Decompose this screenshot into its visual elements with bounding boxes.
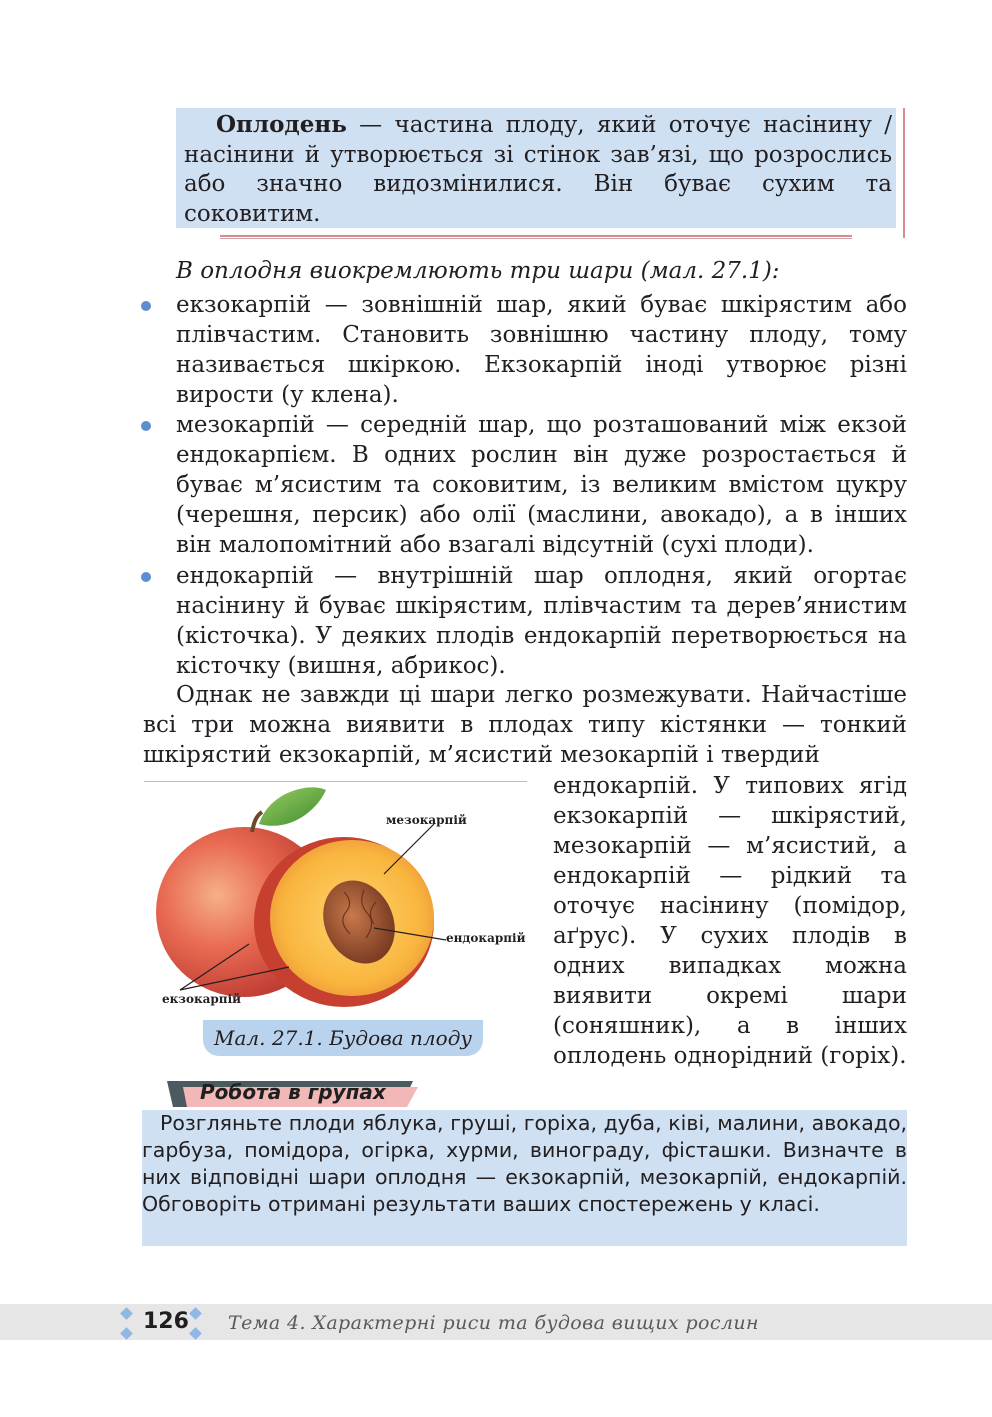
page-number: 126 bbox=[143, 1309, 189, 1334]
paragraph-berries: ендокарпій. У типових ягід екзокарпій — шкірястий, мезокарпій — м’ясистий, а ендокарпій — рідкий та оточує насінину (помідор, аґрус). У сухих плодів в одних випадках можна виявити окремі шари (соняшник), а в інших оплодень однорідний (горіх). bbox=[553, 773, 907, 1069]
group-work-title: Робота в групах bbox=[200, 1080, 386, 1104]
definition-term: Оплодень bbox=[216, 111, 347, 138]
bullet-endocarp: ендокарпій — внутрішній шар оплодня, який огортає насінину й буває шкірястим, плівчастим та дерев’янистим (кісточка). У деяких плодів ендокарпій перетворюється на кісточку (вишня, абрикос). bbox=[176, 563, 907, 679]
bullet-mesocarp: мезокарпій — середній шар, що розташований між екзой ендокарпієм. В одних рослин він дуже розростається й буває м’ясистим та соковитим, із великим вмістом цукру (черешня, персик) або олії (маслини, авокадо), а в інших він малопомітний або взагалі відсутній (сухі плоди). bbox=[176, 412, 907, 558]
label-mesocarp: мезокарпій bbox=[386, 813, 467, 827]
definition-body: — частина плоду, який оточує насінину / насінини й утворюється зі стінок зав’язі, що розрослись або значно видозмінилися. Він буває сухим та соковитим. bbox=[184, 112, 892, 227]
peach-leaf bbox=[259, 787, 326, 825]
label-exocarp: екзокарпій bbox=[162, 992, 242, 1006]
peach-illustration bbox=[144, 782, 534, 1018]
figure-caption: Мал. 27.1. Будова плоду bbox=[214, 1026, 472, 1050]
footer-topic: Тема 4. Характерні риси та будова вищих рослин bbox=[228, 1312, 759, 1334]
definition-box-bottom-rule bbox=[220, 235, 852, 237]
layers-intro: В оплодня виокремлюють три шари (мал. 27.1): bbox=[176, 258, 780, 284]
bullet-marker bbox=[141, 572, 151, 582]
label-endocarp: ендокарпій bbox=[446, 931, 526, 945]
definition-box-right-rule bbox=[903, 108, 905, 238]
bullet-marker bbox=[141, 421, 151, 431]
bullet-exocarp: екзокарпій — зовнішній шар, який буває шкірястим або плівчастим. Становить зовнішню частину плоду, тому називається шкіркою. Екзокарпій іноді утворює різні вирости (у клена). bbox=[176, 292, 907, 408]
bullet-marker bbox=[141, 301, 151, 311]
definition-text bbox=[184, 110, 892, 229]
group-work-task: Розгляньте плоди яблука, груші, горіха, дуба, ківі, малини, авокадо, гарбуза, помідора, огірка, хурми, винограду, фісташки. Визначте в них відповідні шари оплодня — екзокарпій, мезокарпій, ендокарпій. Обговоріть отримані результати ваших спостережень у класі. bbox=[142, 1111, 907, 1216]
paragraph-drupe: Однак не завжди ці шари легко розмежувати. Найчастіше всі три можна виявити в плодах типу кістянки — тонкий шкірястий екзокарпій, м’ясистий мезокарпій і твердий bbox=[143, 682, 907, 768]
definition-box-bottom-rule-shadow bbox=[220, 238, 852, 239]
